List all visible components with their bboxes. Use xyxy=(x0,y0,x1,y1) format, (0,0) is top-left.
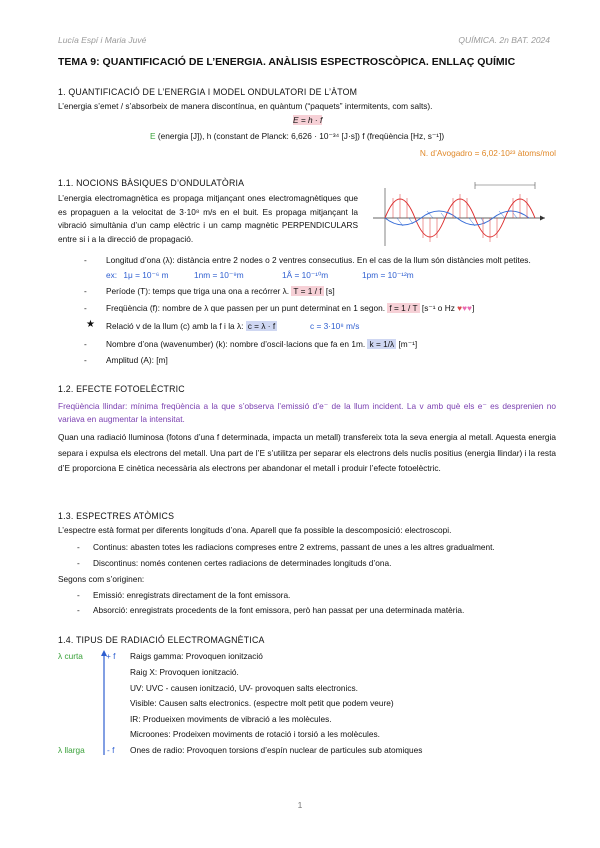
spectra-intro: L’espectre està format per diferents longituds d’ona. Aparell que fa possible la descomposició: electroscopi. xyxy=(58,525,452,535)
header-course: QUÍMICA. 2n BAT. 2024 xyxy=(458,35,550,45)
wavenumber-formula: k = 1/λ xyxy=(369,339,395,349)
bullet-marker: - xyxy=(77,590,80,600)
radiation-uv: UV: UVC - causen ionització, UV- provoquen salts electronics. xyxy=(130,683,358,693)
radiation-visible: Visible: Causen salts electronics. (espectre molt petit que podem veure) xyxy=(130,698,394,708)
star-icon: ★ xyxy=(86,319,95,330)
period-unit: [s] xyxy=(323,286,335,296)
planck-formula xyxy=(290,115,325,125)
section-1-4-heading: 1.4. TIPUS DE RADIACIÓ ELECTROMAGNÈTICA xyxy=(58,635,265,645)
frequency-end: ] xyxy=(471,303,475,313)
propagation-arrow xyxy=(540,216,545,221)
threshold-frequency: Freqüència llindar: mínima freqüència a la que s’observa l’emissió d’e⁻ de la llum incident. La v amb què els e⁻ es desprenien no variava en augmentar la intensitat. xyxy=(58,401,556,424)
avogadro-number: N. d’Avogadro = 6,02·10²³ àtoms/mol xyxy=(419,148,556,158)
wavenumber-unit: [m⁻¹] xyxy=(396,339,418,349)
period-text: Període (T): temps que triga una ona a recórrer λ. xyxy=(106,286,290,296)
section-1-1-heading: 1.1. NOCIONS BÀSIQUES D’ONDULATÒRIA xyxy=(58,178,245,188)
bullet-marker: - xyxy=(84,355,87,365)
wavelength-examples xyxy=(106,270,414,280)
wavenumber-text: Nombre d’ona (wavenumber) (k): nombre d’oscil·lacions que fa en 1m. xyxy=(106,339,366,349)
section-1-heading: 1. QUANTIFICACIÓ DE L’ENERGIA I MODEL ONDULATORI DE L’ÀTOM xyxy=(58,87,358,97)
absorption-spectra: Absorció: enregistrats procedents de la font emissora, però han passat per una determinada matèria. xyxy=(93,605,465,615)
light-speed-value: c = 3·10⁸ m/s xyxy=(310,321,360,331)
continuous-spectra: Continus: abasten totes les radiacions compreses entre 2 extrems, passant de unes a les altres gradualment. xyxy=(93,542,495,552)
planck-legend-e: E xyxy=(150,131,156,141)
higher-frequency-label: + f xyxy=(106,651,116,661)
frequency-text: Freqüència (f): nombre de λ que passen per un punt determinat en 1 segon. xyxy=(106,303,386,313)
bullet-marker: - xyxy=(77,542,80,552)
bullet-marker: - xyxy=(84,286,87,296)
frequency-unit: [s⁻¹ o Hz xyxy=(419,303,455,313)
bullet-marker: - xyxy=(84,339,87,349)
frequency-arrow-icon xyxy=(100,650,108,758)
bullet-marker: - xyxy=(84,255,87,265)
planck-legend-rest: (energia [J]), h (constant de Planck: 6,626 · 10⁻³⁴ [J·s]) f (freqüència [Hz, s⁻¹]) xyxy=(155,131,445,141)
section-1-3-heading: 1.3. ESPECTRES ATÒMICS xyxy=(58,511,175,521)
example-pico: 1pm = 10⁻¹²m xyxy=(362,270,414,280)
heart-icon: ♥ xyxy=(457,303,463,313)
lower-frequency-label: - f xyxy=(107,745,115,755)
relation-text: Relació v de la llum (c) amb la f i la λ: xyxy=(106,321,244,331)
radiation-gamma: Raigs gamma: Provoquen ionització xyxy=(130,651,263,661)
relation-formula: c = λ · f xyxy=(247,321,276,331)
discontinuous-spectra: Discontinus: només contenen certes radiacions de determinades longituds d’ona. xyxy=(93,558,392,568)
radiation-xray: Raig X: Provoquen ionització. xyxy=(130,667,239,677)
radiation-ir: IR: Produeixen moviments de vibració a les molècules. xyxy=(130,714,332,724)
electromagnetic-wave-diagram xyxy=(365,180,555,252)
page-title: TEMA 9: QUANTIFICACIÓ DE L’ENERGIA. ANÀLISIS ESPECTROSCÒPICA. ENLLAÇ QUÍMIC xyxy=(58,56,516,68)
period-formula: T = 1 / f xyxy=(293,286,322,296)
example-nano: 1nm = 10⁻⁹m xyxy=(194,270,244,280)
sparkling-hearts-icon: ♥♥ xyxy=(462,303,472,313)
period-definition xyxy=(106,286,335,296)
example-label: ex: xyxy=(106,270,118,280)
example-micro: 1μ = 10⁻⁶ m xyxy=(123,270,169,280)
planck-legend xyxy=(150,131,444,141)
section-1-1-paragraph: L’energia electromagnètica es propaga mitjançant ones electromagnètiques que es propaguen a la velocitat de 3·10⁸ m/s en el buit. Es propaga mitjançant la vibració simultània d’un camp elèctric i un camp magnètic PERPENDICULARS entre si i a la direcció de propagació. xyxy=(58,193,358,244)
emission-spectra: Emissió: enregistrats directament de la font emissora. xyxy=(93,590,291,600)
light-speed-relation xyxy=(106,321,277,331)
header-authors: Lucía Espí i Maria Juvé xyxy=(58,35,147,45)
planck-formula-text: E = h · f xyxy=(293,115,323,125)
wavelength-definition: Longitud d’ona (λ): distància entre 2 nodes o 2 ventres consecutius. En el cas de la llum són distàncies molt petites. xyxy=(106,255,531,265)
page-number: 1 xyxy=(297,800,303,810)
photoelectric-paragraph: Quan una radiació lluminosa (fotons d’una f determinada, impacta un metall) transfereix tota la seva energia al metall. Aquesta energia separa i expulsa els electrons del metall. Una part de l’E s’utilitza per separar els electrons dels nuclis positius (energia llindar) i la resta d’E proporciona E cinètica necessària als electrons per abandonar el metall i produir l’efecte fotoelèctric. xyxy=(58,432,556,473)
short-wavelength-label: λ curta xyxy=(58,651,83,661)
frequency-definition xyxy=(106,303,474,313)
bullet-marker: - xyxy=(77,558,80,568)
radiation-radio: Ones de radio: Provoquen torsions d’espín nuclear de particules sub atomiques xyxy=(130,745,423,755)
bullet-marker: - xyxy=(84,303,87,313)
radiation-microwave: Microones: Prodeixen moviments de rotació i torsió a les molècules. xyxy=(130,729,380,739)
amplitude-definition: Amplitud (A): [m] xyxy=(106,355,168,365)
wavenumber-definition xyxy=(106,339,417,349)
bullet-marker: - xyxy=(77,605,80,615)
frequency-formula: f = 1 / T xyxy=(389,303,418,313)
example-angstrom: 1Å = 10⁻¹⁰m xyxy=(282,270,329,280)
spectra-origin: Segons com s’originen: xyxy=(58,574,145,584)
long-wavelength-label: λ llarga xyxy=(58,745,85,755)
section-1-2-heading: 1.2. EFECTE FOTOELÈCTRIC xyxy=(58,384,185,394)
section-1-intro: L’energia s’emet / s’absorbeix de manera discontínua, en quàntum (“paquets” intermitents, com salts). xyxy=(58,101,433,111)
